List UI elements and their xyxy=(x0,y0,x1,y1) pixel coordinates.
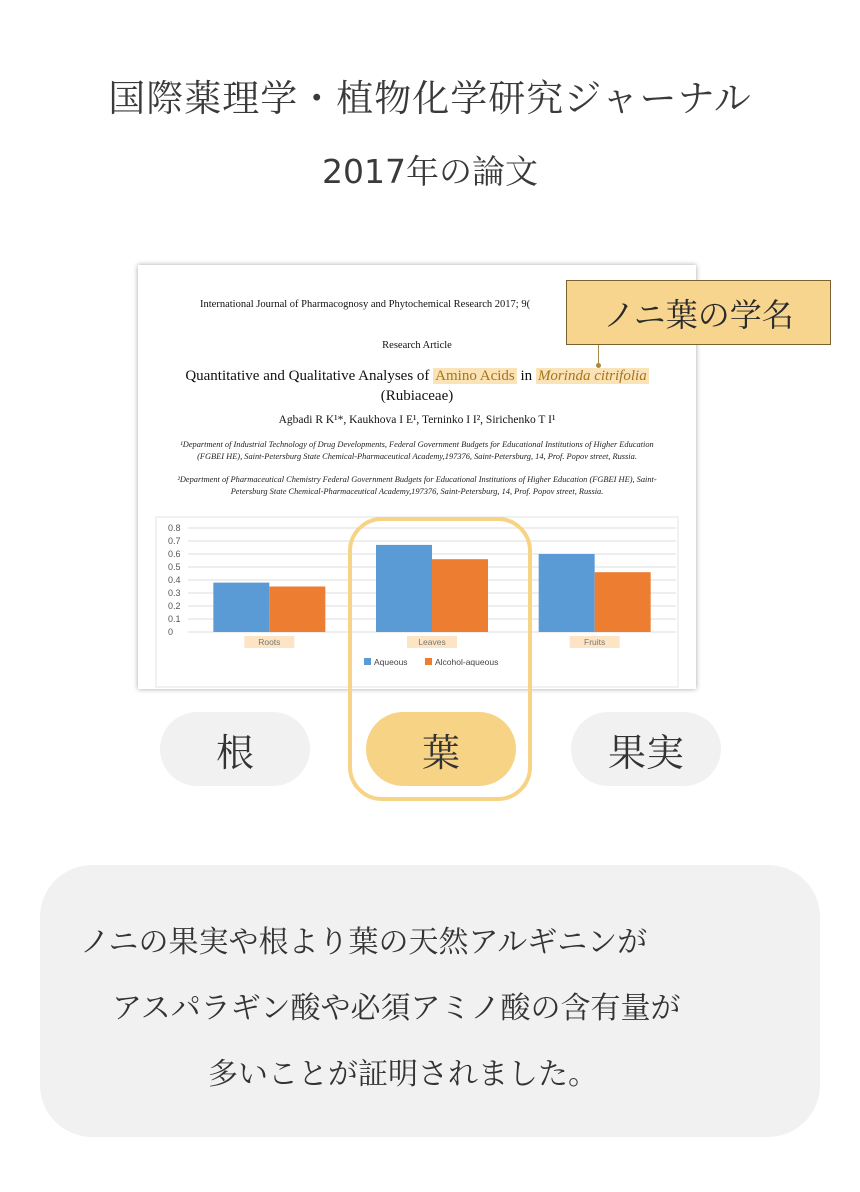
paper-authors: Agbadi R K¹*, Kaukhova I E¹, Terninko I I², Sirichenko T I¹ xyxy=(278,414,556,426)
article-type: Research Article xyxy=(382,340,452,351)
y-tick-label: 0.2 xyxy=(168,601,181,611)
affiliation-1: ¹Department of Industrial Technology of Drug Developments, Federal Government Budgets for Educational Institutions of Higher Education (FGBEI HE), Saint-Petersburg State Chemical-Pharmaceutical Academy,197376, Saint-Petersburg, 14, Prof. Popov street, Russia. xyxy=(180,440,654,461)
bar-roots-1 xyxy=(269,587,325,633)
summary-line-3: 多いことが証明されました。 xyxy=(208,1057,598,1092)
summary-box xyxy=(40,865,820,1137)
bar-fruits-0 xyxy=(539,554,595,632)
paper-title xyxy=(168,366,666,406)
y-tick-label: 0.6 xyxy=(168,549,181,559)
category-leaves-button[interactable]: 葉 xyxy=(366,712,516,786)
y-tick-label: 0.1 xyxy=(168,614,181,624)
y-tick-label: 0.7 xyxy=(168,536,181,546)
bar-roots-0 xyxy=(213,583,269,632)
legend-label: Alcohol-aqueous xyxy=(435,657,499,667)
legend-label: Aqueous xyxy=(374,657,408,667)
y-tick-label: 0.3 xyxy=(168,588,181,598)
page-title: 国際薬理学・植物化学研究ジャーナル xyxy=(108,77,752,120)
summary-line-1: ノニの果実や根より葉の天然アルギニンが xyxy=(80,925,648,960)
journal-line: International Journal of Pharmacognosy and Phytochemical Research 2017; 9( xyxy=(200,299,531,310)
callout-leader-dot xyxy=(596,363,601,368)
title-part-1: Quantitative and Qualitative Analyses of xyxy=(185,368,434,384)
callout-scientific-name: ノニ葉の学名 xyxy=(566,280,831,345)
category-roots-button[interactable]: 根 xyxy=(160,712,310,786)
callout-leader-line xyxy=(598,345,599,365)
summary-line-2: アスパラギン酸や必須アミノ酸の含有量が xyxy=(112,991,681,1026)
title-part-2: in xyxy=(516,368,536,384)
bar-fruits-1 xyxy=(595,572,651,632)
title-part-3: (Rubiaceae) xyxy=(380,388,454,404)
x-tick-label: Fruits xyxy=(584,637,606,647)
x-tick-label: Roots xyxy=(258,637,281,647)
category-fruits-button[interactable]: 果実 xyxy=(571,712,721,786)
affiliation-2: ²Department of Pharmaceutical Chemistry Federal Government Budgets for Educational Institutions of Higher Education (FGBEI HE), Saint-Petersburg State Chemical-Pharmaceutical Academy,197376, Saint-Petersburg, 14, Prof. Popov street, Russia. xyxy=(177,475,657,496)
y-tick-label: 0 xyxy=(168,627,174,637)
y-tick-label: 0.8 xyxy=(168,523,181,533)
y-tick-label: 0.4 xyxy=(168,575,181,585)
highlight-amino-acids: Amino Acids xyxy=(435,368,515,384)
page-subtitle: 2017年の論文 xyxy=(322,152,538,191)
y-tick-label: 0.5 xyxy=(168,562,181,572)
highlight-scientific-name: Morinda citrifolia xyxy=(537,368,647,384)
x-tick-label: Leaves xyxy=(418,637,446,647)
